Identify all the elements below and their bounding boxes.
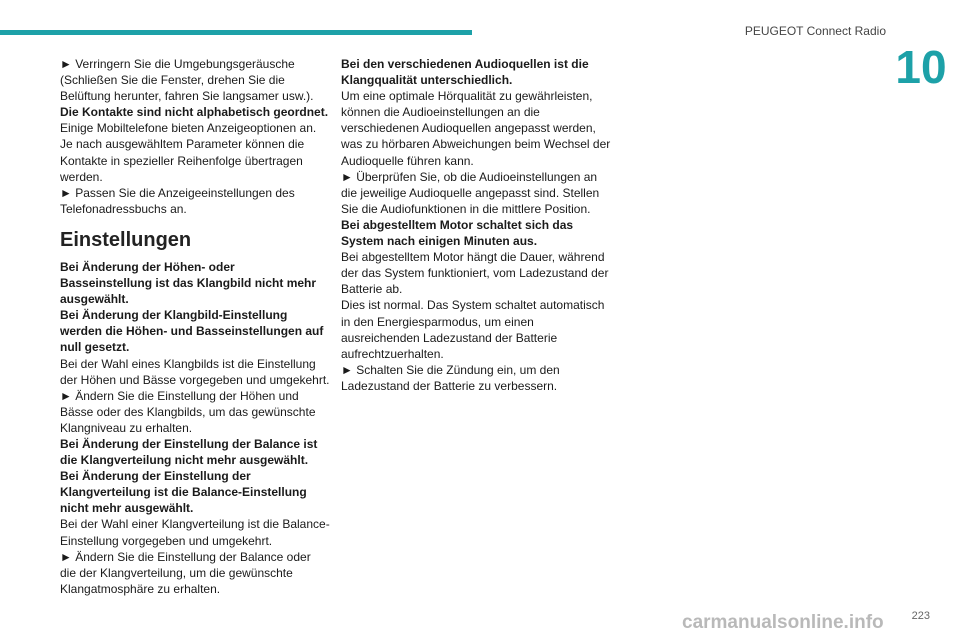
instruction-text: ► Überprüfen Sie, ob die Audioeinstellungen an die jeweilige Audioquelle angepasst sind. Stellen Sie die Audiofunktionen in die mittlere Position. xyxy=(341,169,600,216)
page-number: 223 xyxy=(911,610,930,622)
problem-heading: Bei Änderung der Einstellung der Klangverteilung ist die Balance-Einstellung nicht mehr ausgewählt. xyxy=(60,469,307,516)
section-heading: Einstellungen xyxy=(60,228,192,251)
problem-heading: Bei abgestelltem Motor schaltet sich das System nach einigen Minuten aus. xyxy=(341,217,574,249)
header-title: PEUGEOT Connect Radio xyxy=(744,24,886,38)
instruction-text: ► Ändern Sie die Einstellung der Höhen und Bässe oder des Klangbilds, um das gewünschte Klangniveau zu erhalten. xyxy=(60,388,316,435)
instruction-text: ► Passen Sie die Anzeigeeinstellungen des Telefonadressbuchs an. xyxy=(60,185,295,216)
right-column xyxy=(341,56,611,394)
problem-heading: Die Kontakte sind nicht alphabetisch geordnet. xyxy=(60,105,329,120)
instruction-text: ► Verringern Sie die Umgebungsgeräusche (Schließen Sie die Fenster, drehen Sie die Belüftung herunter, fahren Sie langsamer usw.). xyxy=(60,57,314,104)
problem-heading: Bei Änderung der Höhen- oder Basseinstellung ist das Klangbild nicht mehr ausgewählt. xyxy=(60,259,317,307)
chapter-number: 10 xyxy=(895,41,947,93)
instruction-text: ► Ändern Sie die Einstellung der Balance oder die der Klangverteilung, um die gewünschte Klangatmosphäre zu erhalten. xyxy=(60,549,311,596)
body-text: Um eine optimale Hörqualität zu gewährleisten, können die Audioeinstellungen an die verschiedenen Audioquellen angepasst werden, was zu hörbaren Abweichungen beim Wechsel der Audioquelle führen kann. xyxy=(341,89,611,168)
problem-heading: Bei Änderung der Klangbild-Einstellung werden die Höhen- und Basseinstellungen auf null gesetzt. xyxy=(60,308,324,355)
watermark-text: carmanualsonline.info xyxy=(682,612,884,633)
header-accent-bar xyxy=(0,30,472,35)
body-text: Bei abgestelltem Motor hängt die Dauer, während der das System funktioniert, vom Ladezustand der Batterie ab. xyxy=(341,250,609,297)
body-text: Bei der Wahl eines Klangbilds ist die Einstellung der Höhen und Bässe vorgegeben und umgekehrt. xyxy=(60,356,330,387)
body-text: Bei der Wahl einer Klangverteilung ist die Balance-Einstellung vorgegeben und umgekehrt. xyxy=(60,517,330,548)
left-column xyxy=(60,56,330,597)
problem-heading: Bei den verschiedenen Audioquellen ist die Klangqualität unterschiedlich. xyxy=(341,57,589,88)
instruction-text: ► Schalten Sie die Zündung ein, um den Ladezustand der Batterie zu verbessern. xyxy=(341,362,560,393)
body-text: Einige Mobiltelefone bieten Anzeigeoptionen an. xyxy=(60,121,317,136)
problem-heading: Bei Änderung der Einstellung der Balance ist die Klangverteilung nicht mehr ausgewählt. xyxy=(60,436,318,468)
body-text: Je nach ausgewähltem Parameter können die Kontakte in spezieller Reihenfolge übertragen werden. xyxy=(60,137,305,184)
body-text: Dies ist normal. Das System schaltet automatisch in den Energiesparmodus, um einen ausreichenden Ladezustand der Batterie aufrechtzuerhalten. xyxy=(341,298,605,361)
